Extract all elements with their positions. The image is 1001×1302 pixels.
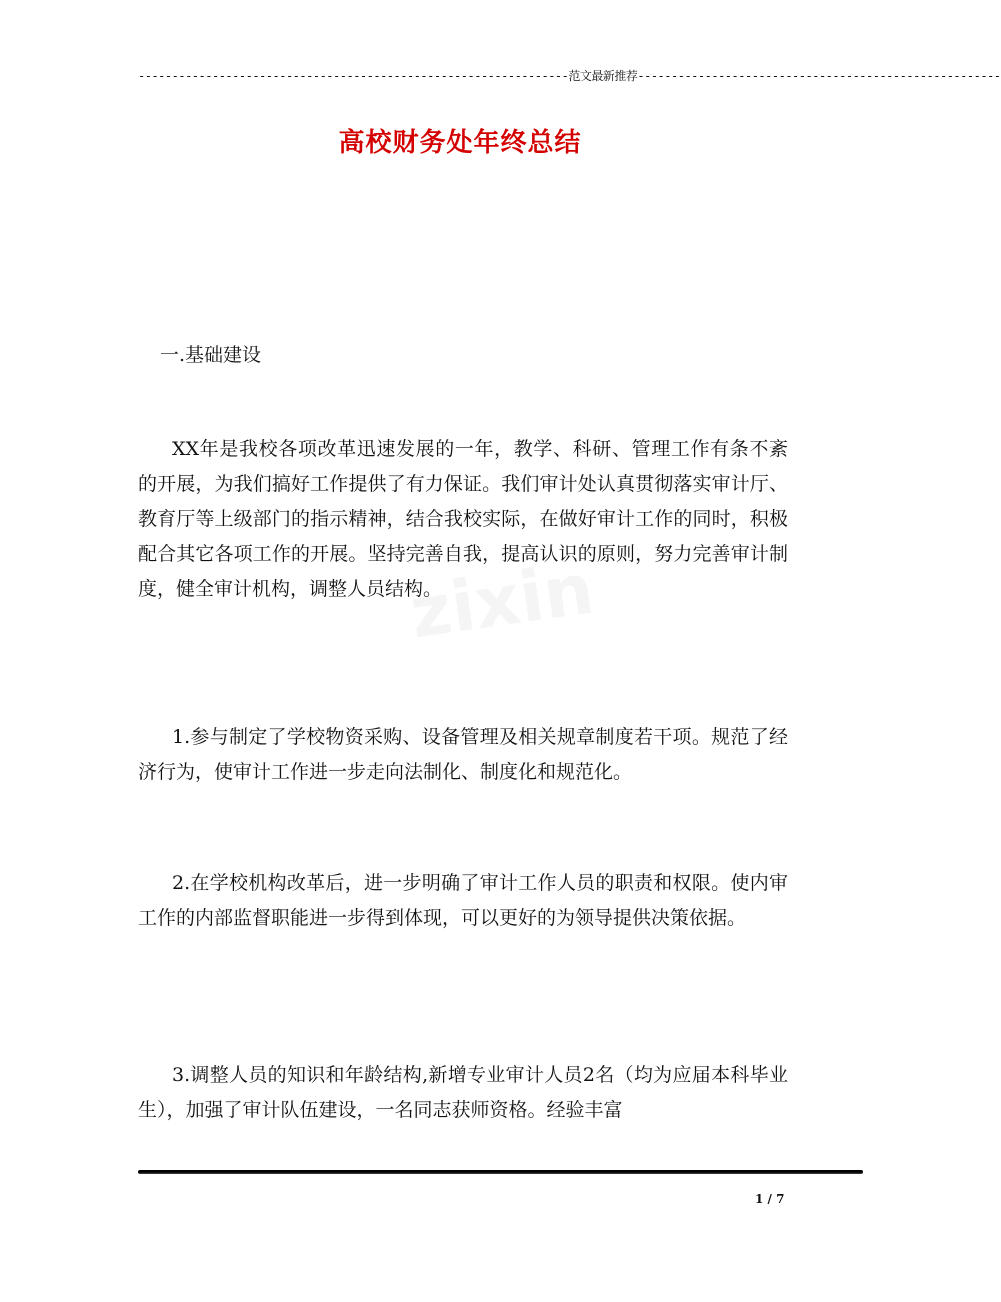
paragraph-4: 3.调整人员的知识和年龄结构,新增专业审计人员2名（均为应届本科毕业生），加强了审计队伍建设，一名同志获师资格。经验丰富 — [138, 1064, 788, 1121]
page-number: 1 / 7 — [755, 1192, 785, 1206]
footer-rule — [138, 1170, 863, 1174]
paragraph-3: 2.在学校机构改革后，进一步明确了审计工作人员的职责和权限。使内审工作的内部监督职能进一步得到体现，可以更好的为领导提供决策依据。 — [138, 872, 788, 929]
paragraph-2: 1.参与制定了学校物资采购、设备管理及相关规章制度若干项。规范了经济行为，使审计工作进一步走向法制化、制度化和规范化。 — [138, 726, 788, 783]
section-heading: 一.基础建设 — [160, 344, 262, 366]
paragraph-1: XX年是我校各项改革迅速发展的一年，教学、科研、管理工作有条不紊的开展，为我们搞好工作提供了有力保证。我们审计处认真贯彻落实审计厅、教育厅等上级部门的指示精神，结合我校实际，在做好审计工作的同时，积极配合其它各项工作的开展。坚持完善自我，提高认识的原则，努力完善审计制度，健全审计机构，调整人员结构。 — [138, 438, 788, 600]
document-title: 高校财务处年终总结 — [338, 128, 582, 158]
header-banner: ----------------------------------------------------------------范文最新推荐------------------------------------------------------ — [138, 69, 1001, 83]
